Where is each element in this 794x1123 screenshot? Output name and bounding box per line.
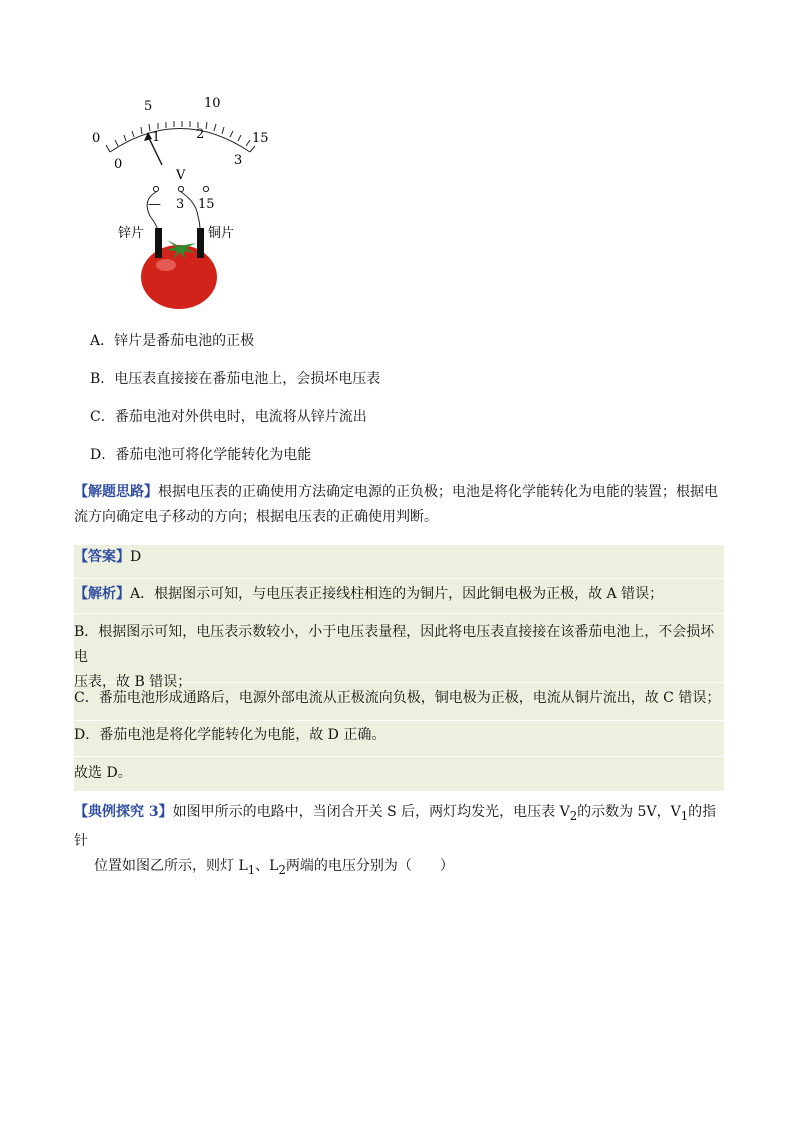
analysis-text-a: A．根据图示可知，与电压表正接线柱相连的为铜片，因此铜电极为正极，故 A 错误； bbox=[130, 586, 664, 602]
terminal-label: — bbox=[148, 197, 161, 212]
answer-value: D bbox=[130, 549, 142, 565]
scale-arc bbox=[110, 129, 250, 153]
solution-approach bbox=[74, 480, 724, 530]
solution-approach-tag: 【解题思路】 bbox=[74, 484, 158, 500]
terminal-3 bbox=[178, 186, 183, 191]
inner-scale-label: 1 bbox=[152, 130, 161, 145]
outer-scale-label: 0 bbox=[92, 131, 101, 146]
row-divider bbox=[74, 578, 724, 579]
scale-ticks bbox=[106, 121, 255, 152]
analysis-text-b1: B．根据图示可知，电压表示数较小，小于电压表量程，因此将电压表直接接在该番茄电池上，不会损坏电 bbox=[74, 624, 715, 665]
subscript: 2 bbox=[569, 808, 578, 823]
copper-electrode bbox=[197, 228, 204, 258]
subscript: 1 bbox=[680, 808, 689, 823]
analysis-tag: 【解析】 bbox=[74, 586, 130, 602]
example-tag: 【典例探究 3】 bbox=[74, 804, 173, 820]
tomato bbox=[141, 245, 217, 309]
inner-scale-label: 2 bbox=[196, 127, 205, 142]
solution-approach-text-1: 根据电压表的正确使用方法确定电源的正负极；电池是将化学能转化为电能的装置；根据电 bbox=[158, 484, 718, 500]
row-divider bbox=[74, 756, 724, 757]
meter-unit-label: V bbox=[176, 168, 186, 183]
analysis-row-d: D．番茄电池是将化学能转化为电能，故 D 正确。 bbox=[74, 727, 386, 743]
copper-label: 铜片 bbox=[208, 226, 235, 241]
example-text-1a: 如图甲所示的电路中，当闭合开关 S 后，两灯均发光，电压表 V bbox=[172, 804, 570, 820]
subscript: 1 bbox=[247, 862, 256, 877]
answer-tag: 【答案】 bbox=[74, 549, 130, 565]
solution-approach-text-2: 流方向确定电子移动的方向；根据电压表的正确使用判断。 bbox=[74, 509, 438, 525]
subscript: 2 bbox=[278, 862, 286, 877]
analysis-conclusion: 故选 D。 bbox=[74, 765, 132, 781]
row-divider bbox=[74, 720, 724, 721]
pointer-arrow-icon bbox=[144, 132, 152, 141]
tomato-battery-figure bbox=[80, 90, 280, 320]
analysis-row-c: C．番茄电池形成通路后，电源外部电流从正极流向负极，铜电极为正极，电流从铜片流出，故 C 错误； bbox=[74, 690, 721, 706]
voltmeter-tomato-diagram bbox=[80, 90, 280, 320]
tomato-highlight bbox=[156, 259, 176, 271]
option-a: A．锌片是番茄电池的正极 bbox=[90, 333, 255, 349]
analysis-text-b2: 压表，故 B 错误； bbox=[74, 674, 192, 690]
outer-scale-label: 10 bbox=[204, 96, 221, 111]
terminal-label: 3 bbox=[176, 197, 185, 212]
example-text-1b: 的示数为 5V，V bbox=[577, 804, 681, 820]
example-text-2c: 两端的电压分别为（ ） bbox=[285, 857, 454, 874]
answer-row bbox=[74, 545, 724, 570]
example-question bbox=[74, 800, 724, 883]
outer-scale-label: 15 bbox=[252, 131, 269, 146]
inner-scale-label: 3 bbox=[234, 153, 243, 168]
terminal-negative bbox=[153, 186, 158, 191]
outer-scale-label: 5 bbox=[144, 99, 153, 114]
analysis-row-b bbox=[74, 620, 724, 695]
analysis-row-a bbox=[74, 582, 724, 607]
option-b: B．电压表直接接在番茄电池上，会损坏电压表 bbox=[90, 371, 381, 387]
zinc-label: 锌片 bbox=[118, 226, 145, 241]
row-divider bbox=[74, 613, 724, 614]
example-text-2b: 、L bbox=[255, 857, 279, 874]
example-text-2a: 位置如图乙所示，则灯 L bbox=[94, 857, 248, 874]
zinc-electrode bbox=[155, 228, 162, 258]
example-text-1c: 的指针 bbox=[74, 804, 717, 849]
terminal-15 bbox=[203, 186, 208, 191]
option-d: D．番茄电池可将化学能转化为电能 bbox=[90, 447, 312, 463]
inner-scale-label: 0 bbox=[114, 157, 123, 172]
option-c: C．番茄电池对外供电时，电流将从锌片流出 bbox=[90, 409, 367, 425]
terminal-label: 15 bbox=[198, 197, 215, 212]
